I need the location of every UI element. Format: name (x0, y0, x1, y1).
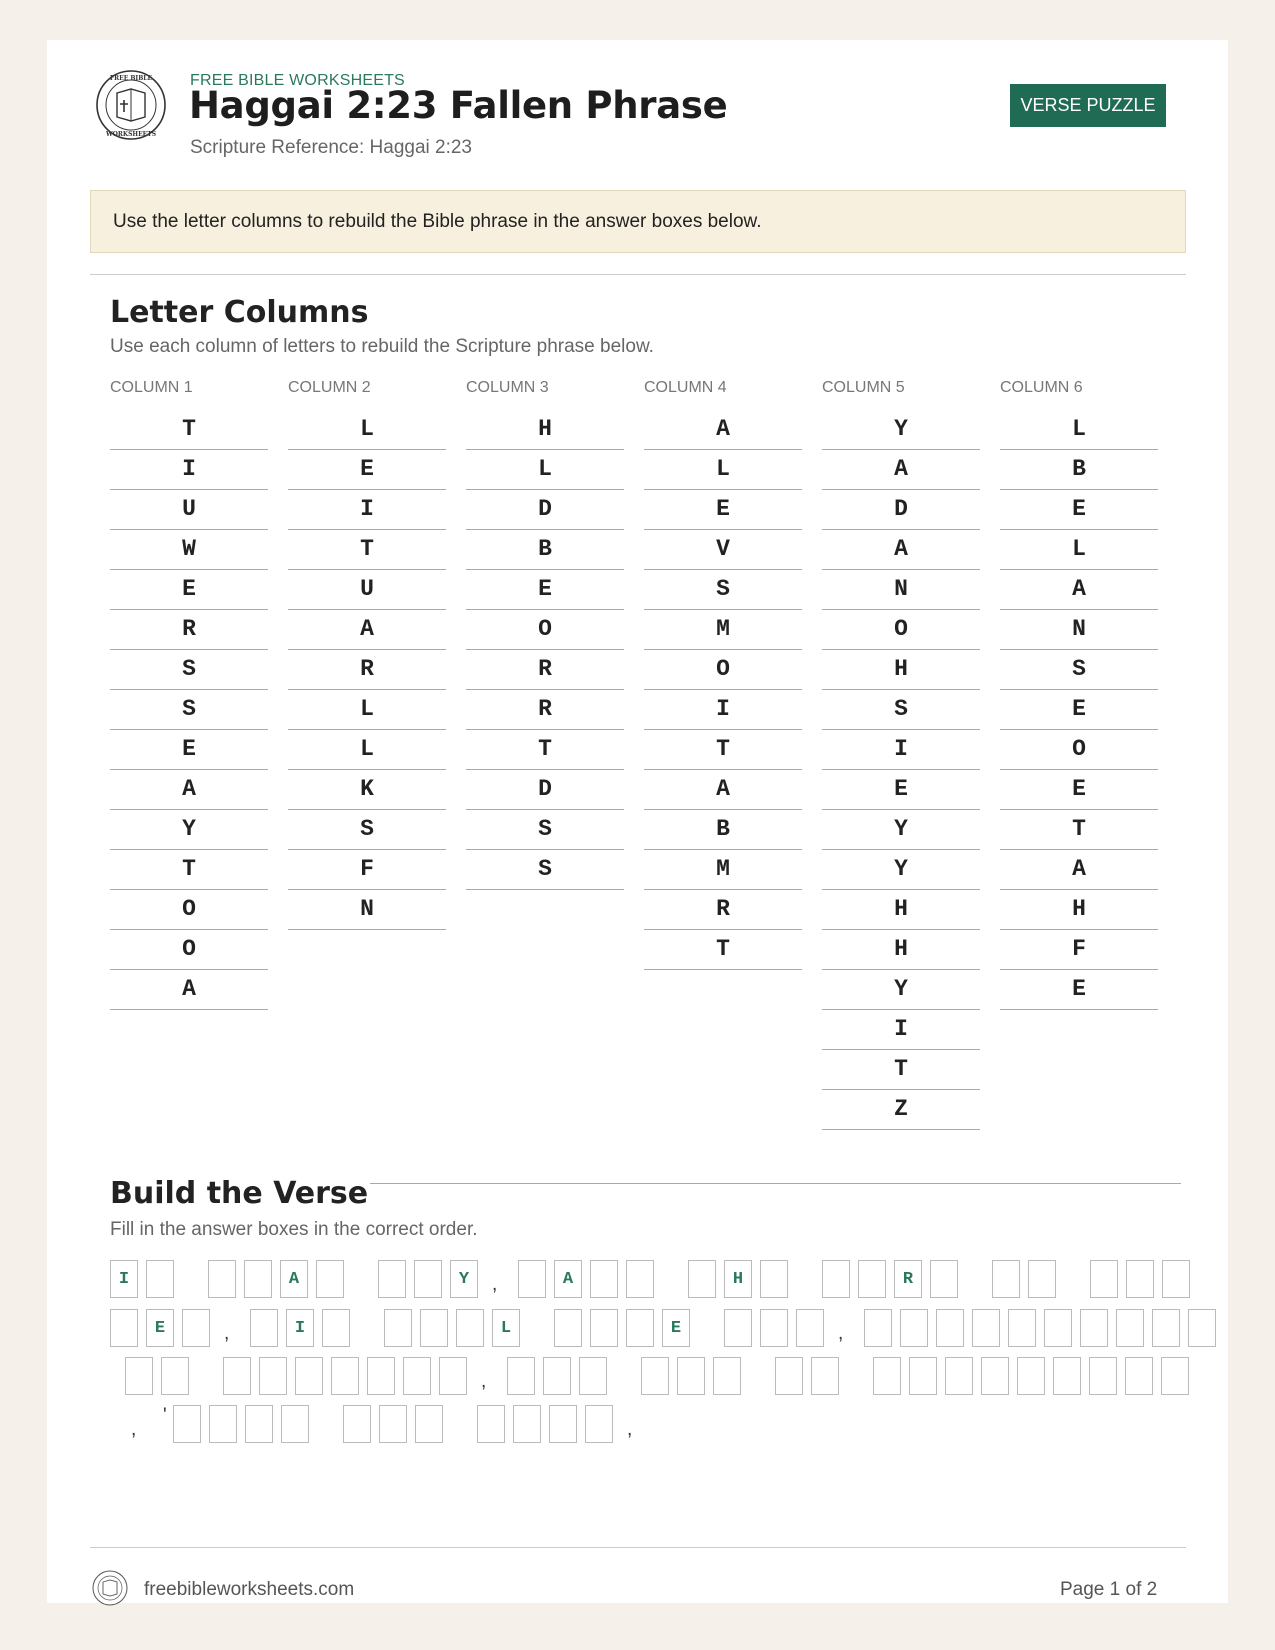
column-letter: I (110, 450, 268, 490)
scripture-reference: Scripture Reference: Haggai 2:23 (190, 137, 472, 158)
answer-box[interactable] (415, 1405, 443, 1443)
column-letter: H (466, 410, 624, 450)
answer-box[interactable] (945, 1357, 973, 1395)
column-letter: T (644, 930, 802, 970)
answer-box[interactable] (456, 1309, 484, 1347)
column-letter: T (644, 730, 802, 770)
letter-column-4 (644, 378, 802, 970)
column-letter: R (644, 890, 802, 930)
answer-box[interactable] (161, 1357, 189, 1395)
column-letter: F (288, 850, 446, 890)
column-letter: S (1000, 650, 1158, 690)
column-letter: E (1000, 770, 1158, 810)
column-letter: R (466, 690, 624, 730)
page-number: Page 1 of 2 (1060, 1579, 1158, 1600)
answer-box[interactable] (1044, 1309, 1072, 1347)
column-letter: S (110, 650, 268, 690)
column-letter: A (110, 770, 268, 810)
punctuation-mark: ' (163, 1405, 167, 1426)
column-label: COLUMN 5 (822, 379, 905, 396)
column-letter: E (288, 450, 446, 490)
column-letter: E (110, 570, 268, 610)
answer-box[interactable] (811, 1357, 839, 1395)
column-letter: T (466, 730, 624, 770)
column-letter: Y (822, 410, 980, 450)
answer-box-hint[interactable]: I (110, 1260, 138, 1298)
answer-box[interactable] (549, 1405, 577, 1443)
answer-box[interactable] (1162, 1260, 1190, 1298)
verse-puzzle-badge: VERSE PUZZLE (1010, 84, 1166, 127)
column-letter: N (822, 570, 980, 610)
column-letter: H (1000, 890, 1158, 930)
footer-logo-icon (92, 1570, 128, 1606)
answer-box[interactable] (1126, 1260, 1154, 1298)
column-letter: F (1000, 930, 1158, 970)
answer-box[interactable] (1090, 1260, 1118, 1298)
column-letter: S (644, 570, 802, 610)
answer-box[interactable] (543, 1357, 571, 1395)
answer-box[interactable] (439, 1357, 467, 1395)
divider (90, 1547, 1186, 1548)
answer-box[interactable] (590, 1309, 618, 1347)
column-letter: R (110, 610, 268, 650)
column-letter: D (466, 490, 624, 530)
column-letter: Y (822, 970, 980, 1010)
column-letter: L (1000, 410, 1158, 450)
answer-box[interactable] (724, 1309, 752, 1347)
column-letter: U (288, 570, 446, 610)
answer-box[interactable] (554, 1309, 582, 1347)
answer-box-hint[interactable]: L (492, 1309, 520, 1347)
answer-box[interactable] (641, 1357, 669, 1395)
answer-box[interactable] (1152, 1309, 1180, 1347)
answer-box[interactable] (1089, 1357, 1117, 1395)
answer-box[interactable] (626, 1260, 654, 1298)
punctuation-mark: , (481, 1371, 487, 1392)
column-letter: O (466, 610, 624, 650)
column-letter: H (822, 650, 980, 690)
column-letter: R (466, 650, 624, 690)
answer-box-hint[interactable]: A (280, 1260, 308, 1298)
answer-box-hint[interactable]: R (894, 1260, 922, 1298)
answer-box[interactable] (760, 1260, 788, 1298)
column-letter: T (288, 530, 446, 570)
column-letter: L (288, 690, 446, 730)
letter-column-2 (288, 378, 446, 930)
column-letter: L (288, 410, 446, 450)
answer-box[interactable] (414, 1260, 442, 1298)
answer-box[interactable] (1116, 1309, 1144, 1347)
column-letter: B (1000, 450, 1158, 490)
answer-box[interactable] (110, 1309, 138, 1347)
punctuation-mark: , (492, 1274, 498, 1295)
footer-site-link[interactable]: freebibleworksheets.com (144, 1579, 355, 1600)
column-letter: N (1000, 610, 1158, 650)
answer-box[interactable] (244, 1260, 272, 1298)
column-letter: O (644, 650, 802, 690)
answer-box[interactable] (223, 1357, 251, 1395)
answer-box-hint[interactable]: Y (450, 1260, 478, 1298)
answer-box[interactable] (1161, 1357, 1189, 1395)
column-letter: E (1000, 490, 1158, 530)
answer-box[interactable] (1008, 1309, 1036, 1347)
answer-box-hint[interactable]: E (662, 1309, 690, 1347)
answer-box[interactable] (367, 1357, 395, 1395)
answer-box[interactable] (513, 1405, 541, 1443)
column-letter: E (644, 490, 802, 530)
column-letter: N (288, 890, 446, 930)
answer-box[interactable] (379, 1405, 407, 1443)
column-letter: A (1000, 850, 1158, 890)
column-letter: S (822, 690, 980, 730)
answer-box[interactable] (343, 1405, 371, 1443)
build-verse-subtitle: Fill in the answer boxes in the correct order. (110, 1219, 478, 1240)
column-label: COLUMN 1 (110, 379, 193, 396)
answer-box[interactable] (1188, 1309, 1216, 1347)
answer-box[interactable] (775, 1357, 803, 1395)
answer-box-hint[interactable]: I (286, 1309, 314, 1347)
column-letter: E (1000, 690, 1158, 730)
column-letter: Y (110, 810, 268, 850)
letter-column-6 (1000, 378, 1158, 1010)
column-letter: M (644, 850, 802, 890)
letter-columns-subtitle: Use each column of letters to rebuild the Scripture phrase below. (110, 336, 654, 357)
answer-box[interactable] (822, 1260, 850, 1298)
answer-box[interactable] (295, 1357, 323, 1395)
column-letter: B (644, 810, 802, 850)
answer-box[interactable] (1125, 1357, 1153, 1395)
answer-box[interactable] (403, 1357, 431, 1395)
column-letter: K (288, 770, 446, 810)
answer-box[interactable] (796, 1309, 824, 1347)
column-letter: Y (822, 850, 980, 890)
answer-box[interactable] (125, 1357, 153, 1395)
column-letter: S (110, 690, 268, 730)
site-kicker: FREE BIBLE WORKSHEETS (190, 72, 405, 89)
column-letter: I (822, 1010, 980, 1050)
answer-box[interactable] (1017, 1357, 1045, 1395)
answer-box[interactable] (378, 1260, 406, 1298)
bible-logo-icon (95, 69, 167, 141)
answer-box[interactable] (208, 1260, 236, 1298)
answer-box[interactable] (579, 1357, 607, 1395)
answer-box[interactable] (331, 1357, 359, 1395)
svg-text:FREE BIBLE: FREE BIBLE (109, 75, 153, 82)
column-letter: O (110, 930, 268, 970)
answer-box[interactable] (477, 1405, 505, 1443)
answer-box[interactable] (930, 1260, 958, 1298)
letter-column-3 (466, 378, 624, 890)
column-letter: O (110, 890, 268, 930)
answer-box[interactable] (900, 1309, 928, 1347)
column-label: COLUMN 2 (288, 379, 371, 396)
letter-columns-heading: Letter Columns (110, 295, 369, 330)
column-letter: E (110, 730, 268, 770)
column-letter: T (110, 410, 268, 450)
column-letter: B (466, 530, 624, 570)
column-letter: S (288, 810, 446, 850)
column-letter: H (822, 890, 980, 930)
column-letter: V (644, 530, 802, 570)
answer-box-hint[interactable]: H (724, 1260, 752, 1298)
answer-box[interactable] (316, 1260, 344, 1298)
answer-box[interactable] (384, 1309, 412, 1347)
answer-box[interactable] (864, 1309, 892, 1347)
answer-box[interactable] (972, 1309, 1000, 1347)
answer-box[interactable] (760, 1309, 788, 1347)
column-letter: L (1000, 530, 1158, 570)
instructions-box: Use the letter columns to rebuild the Bible phrase in the answer boxes below. (90, 190, 1186, 253)
letter-column-5 (822, 378, 980, 1130)
column-letter: L (466, 450, 624, 490)
column-letter: Y (822, 810, 980, 850)
answer-box[interactable] (688, 1260, 716, 1298)
column-letter: D (822, 490, 980, 530)
answer-box[interactable] (507, 1357, 535, 1395)
column-letter: Z (822, 1090, 980, 1130)
column-letter: A (644, 770, 802, 810)
answer-box[interactable] (259, 1357, 287, 1395)
column-letter: E (466, 570, 624, 610)
punctuation-mark: , (627, 1419, 633, 1440)
answer-box[interactable] (677, 1357, 705, 1395)
column-letter: A (288, 610, 446, 650)
answer-box[interactable] (873, 1357, 901, 1395)
page-title: Haggai 2:23 Fallen Phrase (189, 84, 728, 127)
column-letter: T (110, 850, 268, 890)
answer-box[interactable] (182, 1309, 210, 1347)
answer-box[interactable] (245, 1405, 273, 1443)
answer-box[interactable] (909, 1357, 937, 1395)
answer-box[interactable] (281, 1405, 309, 1443)
column-letter: O (822, 610, 980, 650)
answer-box[interactable] (992, 1260, 1020, 1298)
column-letter: W (110, 530, 268, 570)
punctuation-mark: , (131, 1419, 137, 1440)
punctuation-mark: , (838, 1323, 844, 1344)
column-letter: O (1000, 730, 1158, 770)
answer-box[interactable] (322, 1309, 350, 1347)
answer-box-hint[interactable]: E (146, 1309, 174, 1347)
answer-box[interactable] (626, 1309, 654, 1347)
answer-box[interactable] (1028, 1260, 1056, 1298)
column-letter: R (288, 650, 446, 690)
column-letter: A (644, 410, 802, 450)
column-letter: M (644, 610, 802, 650)
column-letter: T (822, 1050, 980, 1090)
answer-box[interactable] (518, 1260, 546, 1298)
column-letter: T (1000, 810, 1158, 850)
answer-box[interactable] (936, 1309, 964, 1347)
column-letter: A (110, 970, 268, 1010)
letter-column-1 (110, 378, 268, 1010)
column-letter: S (466, 810, 624, 850)
column-letter: A (822, 450, 980, 490)
column-letter: E (822, 770, 980, 810)
column-letter: U (110, 490, 268, 530)
column-letter: A (1000, 570, 1158, 610)
svg-text:WORKSHEETS: WORKSHEETS (105, 131, 157, 138)
answer-box[interactable] (1053, 1357, 1081, 1395)
answer-box[interactable] (858, 1260, 886, 1298)
column-letter: D (466, 770, 624, 810)
answer-box[interactable] (146, 1260, 174, 1298)
answer-box[interactable] (420, 1309, 448, 1347)
answer-box[interactable] (173, 1405, 201, 1443)
column-label: COLUMN 4 (644, 379, 727, 396)
column-label: COLUMN 6 (1000, 379, 1083, 396)
answer-box[interactable] (209, 1405, 237, 1443)
answer-box[interactable] (590, 1260, 618, 1298)
answer-box[interactable] (1080, 1309, 1108, 1347)
column-letter: H (822, 930, 980, 970)
column-letter: I (822, 730, 980, 770)
divider (90, 274, 1186, 275)
column-letter: I (288, 490, 446, 530)
answer-box[interactable] (585, 1405, 613, 1443)
answer-box[interactable] (250, 1309, 278, 1347)
answer-box[interactable] (713, 1357, 741, 1395)
column-letter: S (466, 850, 624, 890)
column-letter: L (644, 450, 802, 490)
divider (370, 1183, 1181, 1184)
column-label: COLUMN 3 (466, 379, 549, 396)
column-letter: A (822, 530, 980, 570)
column-letter: I (644, 690, 802, 730)
column-letter: E (1000, 970, 1158, 1010)
punctuation-mark: , (224, 1323, 230, 1344)
column-letter: L (288, 730, 446, 770)
build-verse-heading: Build the Verse (110, 1176, 369, 1211)
answer-box-hint[interactable]: A (554, 1260, 582, 1298)
answer-box[interactable] (981, 1357, 1009, 1395)
